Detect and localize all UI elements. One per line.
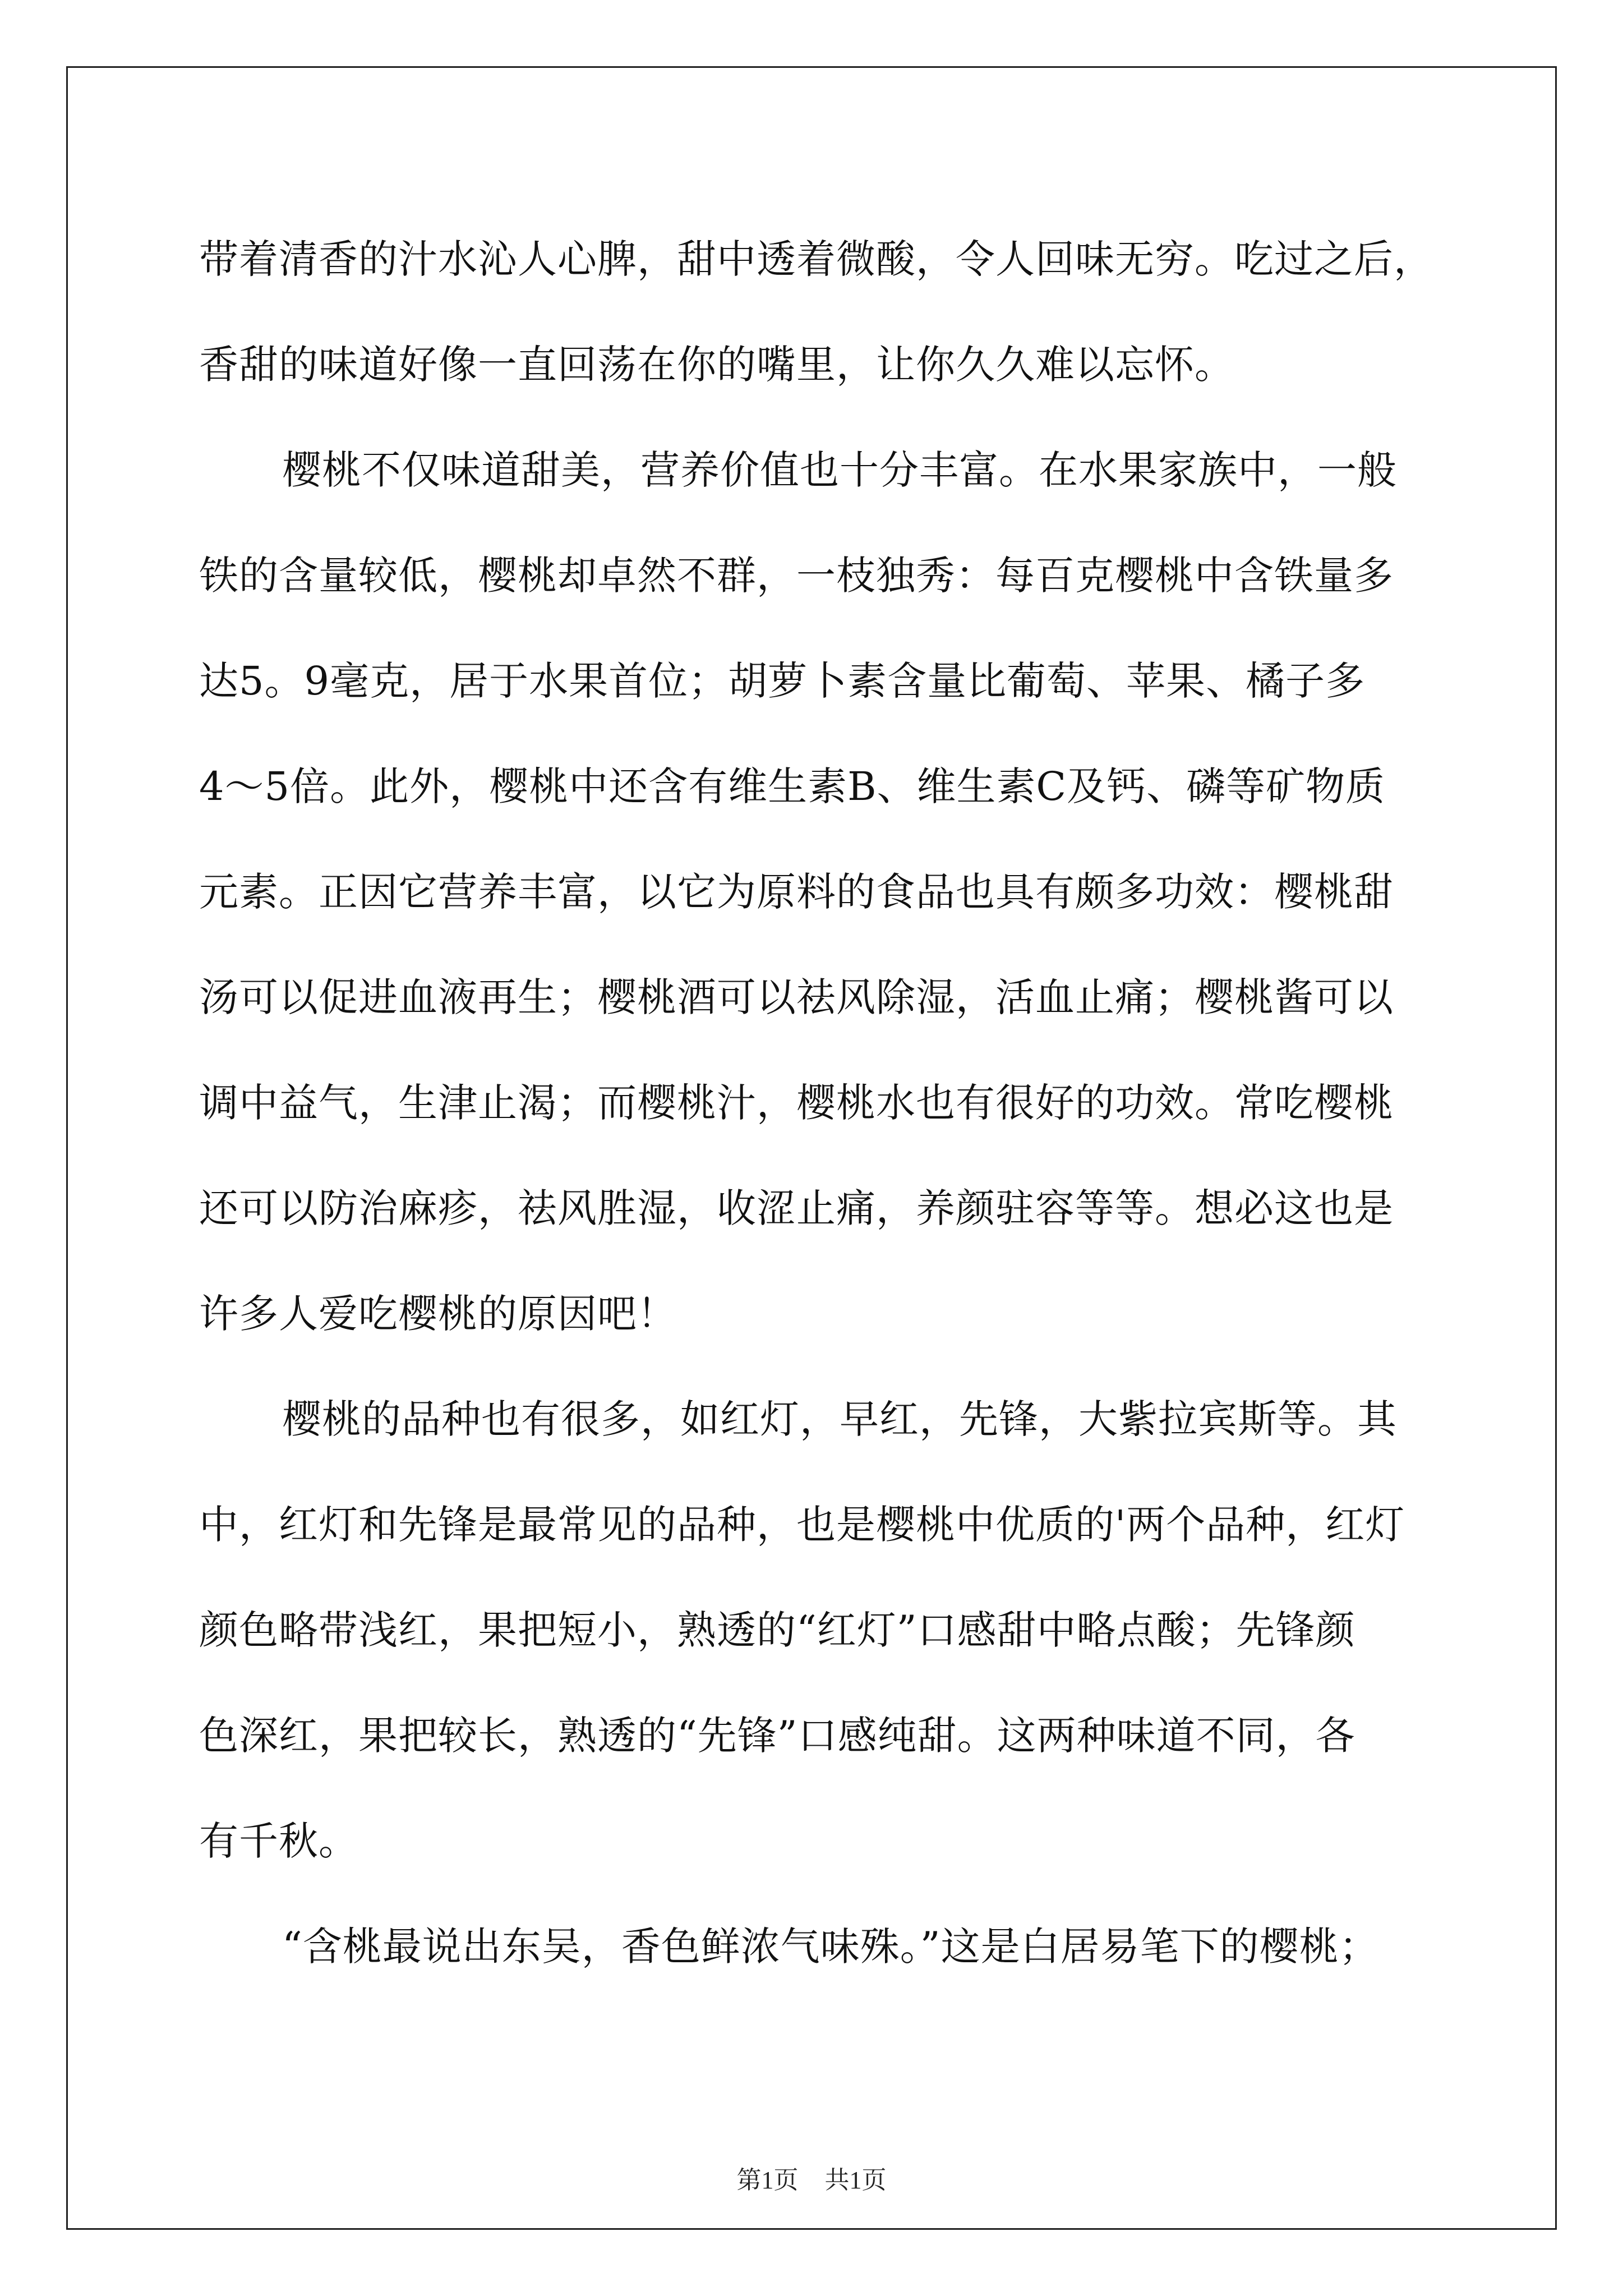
text-line: 颜色略带浅红，果把短小，熟透的“红灯”口感甜中略点酸；先锋颜 (199, 1607, 1355, 1653)
page-number: 第1页 (736, 2166, 799, 2194)
text-line: 许多人爱吃樱桃的原因吧！ (199, 1291, 677, 1337)
text-line: 樱桃不仅味道甜美，营养价值也十分丰富。在水果家族中，一般 (282, 447, 1397, 493)
paragraph (199, 417, 1436, 1366)
text-line: 汤可以促进血液再生；樱桃酒可以祛风除湿，活血止痛；樱桃酱可以 (199, 974, 1394, 1020)
text-line: 带着清香的汁水沁人心脾，甜中透着微酸，令人回味无穷。吃过之后， (199, 236, 1433, 282)
text-line: 还可以防治麻疹，祛风胜湿，收涩止痛，养颜驻容等等。想必这也是 (199, 1185, 1394, 1231)
text-line: 樱桃的品种也有很多，如红灯，早红，先锋，大紫拉宾斯等。其 (282, 1396, 1397, 1442)
page-total: 共1页 (824, 2166, 887, 2194)
text-line: 元素。正因它营养丰富，以它为原料的食品也具有颇多功效：樱桃甜 (199, 869, 1394, 915)
text-line: 铁的含量较低，樱桃却卓然不群，一枝独秀：每百克樱桃中含铁量多 (199, 553, 1394, 599)
page-footer (0, 2160, 1623, 2196)
paragraph (199, 1894, 1436, 1999)
paragraph (199, 1366, 1436, 1894)
text-line: 达5。9毫克，居于水果首位；胡萝卜素含量比葡萄、苹果、橘子多 (199, 658, 1366, 704)
text-line: 色深红，果把较长，熟透的“先锋”口感纯甜。这两种味道不同，各 (199, 1713, 1355, 1759)
text-line: 中，红灯和先锋是最常见的品种，也是樱桃中优质的'两个品种，红灯 (199, 1502, 1405, 1548)
document-body (199, 206, 1436, 1999)
text-line: 香甜的味道好像一直回荡在你的嘴里，让你久久难以忘怀。 (199, 342, 1234, 388)
text-line: “含桃最说出东吴，香色鲜浓气味殊。”这是白居易笔下的樱桃； (282, 1924, 1379, 1970)
text-line: 4～5倍。此外，樱桃中还含有维生素B、维生素C及钙、磷等矿物质 (199, 763, 1386, 809)
text-line: 有千秋。 (199, 1818, 358, 1864)
paragraph (199, 206, 1436, 417)
text-line: 调中益气，生津止渴；而樱桃汁，樱桃水也有很好的功效。常吃樱桃 (199, 1080, 1394, 1126)
